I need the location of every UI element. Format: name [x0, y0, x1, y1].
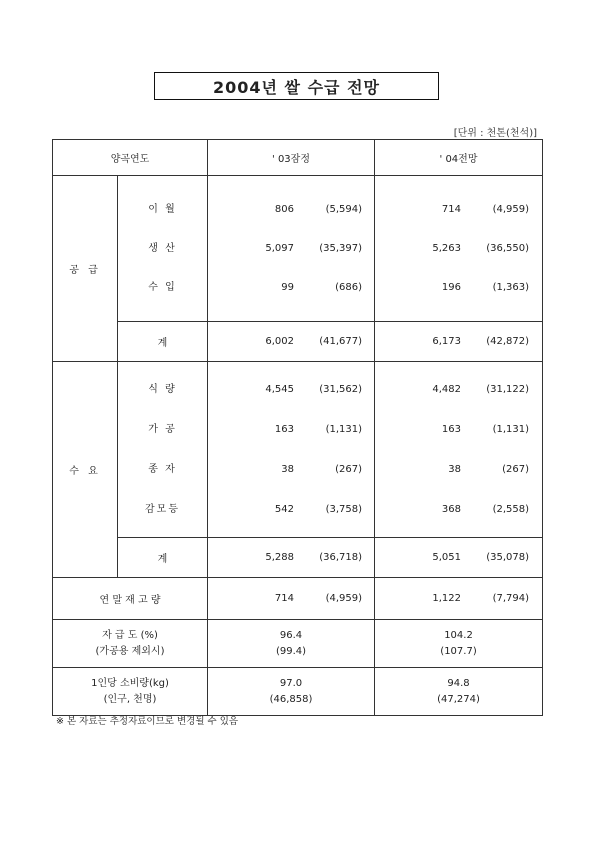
value-cell: 104.2	[444, 629, 473, 641]
per-capita-subtitle: (인구, 천명)	[103, 693, 157, 705]
value-cell: 368	[441, 503, 462, 515]
value-cell: (36,550)	[486, 243, 530, 254]
value-cell: 163	[274, 424, 295, 436]
demand-total-label: 계	[118, 538, 208, 578]
value-cell: (7,794)	[492, 593, 530, 604]
value-cell: 38	[281, 463, 295, 475]
supply-total-label: 계	[118, 322, 208, 362]
supply-values-2004	[375, 176, 543, 322]
supply-demand-table	[52, 139, 543, 716]
value-cell: (1,363)	[492, 282, 530, 293]
supply-total-2004	[375, 322, 543, 362]
per-capita-2004	[375, 668, 543, 716]
demand-items-row	[53, 362, 543, 538]
self-sufficiency-2003	[208, 620, 375, 668]
per-capita-2003	[208, 668, 375, 716]
demand-item-food: 식 량	[148, 384, 177, 396]
value-cell: 806	[274, 204, 295, 215]
self-sufficiency-title: 자 급 도 (%)	[102, 629, 158, 641]
supply-total-row	[53, 322, 543, 362]
self-sufficiency-subtitle: (가공용 제외시)	[95, 645, 165, 657]
value-cell: 6,002	[265, 336, 295, 347]
value-cell: (4,959)	[492, 204, 530, 215]
self-sufficiency-2004	[375, 620, 543, 668]
value-cell: (1,131)	[492, 424, 530, 436]
supply-total-2003	[208, 322, 375, 362]
demand-total-2004	[375, 538, 543, 578]
value-cell: 542	[274, 503, 295, 515]
value-cell: (3,758)	[325, 503, 363, 515]
per-capita-row	[53, 668, 543, 716]
supply-item-production: 생 산	[148, 243, 177, 254]
value-cell: 96.4	[279, 629, 303, 641]
value-cell: (36,718)	[319, 552, 363, 563]
value-cell: (1,131)	[325, 424, 363, 436]
ending-stock-2004	[375, 578, 543, 620]
value-cell: 94.8	[447, 677, 470, 689]
value-cell: (686)	[335, 282, 363, 293]
per-capita-title: 1인당 소비량(kg)	[91, 677, 169, 689]
supply-items-row	[53, 176, 543, 322]
ending-stock-row	[53, 578, 543, 620]
ending-stock-2003	[208, 578, 375, 620]
header-row	[53, 140, 543, 176]
value-cell: 5,288	[265, 552, 295, 563]
value-cell: (41,677)	[319, 336, 363, 347]
value-cell: 163	[441, 424, 462, 436]
demand-item-seed: 종 자	[148, 463, 177, 475]
header-2003: ' 03잠정	[208, 140, 375, 176]
value-cell: (35,078)	[486, 552, 530, 563]
per-capita-label	[53, 668, 208, 716]
header-2004: ' 04전망	[375, 140, 543, 176]
page-title: 2004년 쌀 수급 전망	[154, 72, 439, 100]
demand-total-row	[53, 538, 543, 578]
value-cell: 99	[281, 282, 295, 293]
value-cell: 38	[448, 463, 462, 475]
demand-item-names	[118, 362, 208, 538]
value-cell: 714	[274, 593, 295, 604]
demand-values-2003	[208, 362, 375, 538]
value-cell: (31,562)	[319, 384, 363, 396]
unit-label: [단위 : 천톤(천석)]	[453, 128, 537, 139]
value-cell: (47,274)	[437, 693, 480, 705]
footnote: ※ 본 자료는 추정자료이므로 변경될 수 있음	[56, 716, 239, 727]
self-sufficiency-label	[53, 620, 208, 668]
value-cell: 1,122	[432, 593, 462, 604]
value-cell: 4,482	[432, 384, 462, 396]
value-cell: (267)	[335, 463, 363, 475]
header-year: 양곡연도	[53, 140, 208, 176]
supply-item-import: 수 입	[148, 282, 177, 293]
demand-values-2004	[375, 362, 543, 538]
ending-stock-label: 연 말 재 고 량	[53, 578, 208, 620]
demand-label: 수 요	[53, 362, 118, 578]
supply-values-2003	[208, 176, 375, 322]
value-cell: (31,122)	[486, 384, 530, 396]
value-cell: 5,097	[265, 243, 295, 254]
value-cell: 6,173	[432, 336, 462, 347]
supply-item-names	[118, 176, 208, 322]
value-cell: 714	[441, 204, 462, 215]
value-cell: (4,959)	[325, 593, 363, 604]
value-cell: (267)	[502, 463, 530, 475]
value-cell: (2,558)	[492, 503, 530, 515]
value-cell: (42,872)	[486, 336, 530, 347]
value-cell: 4,545	[265, 384, 295, 396]
value-cell: 97.0	[279, 677, 303, 689]
value-cell: (99.4)	[275, 645, 307, 657]
demand-item-loss: 감모등	[145, 503, 180, 515]
value-cell: (5,594)	[325, 204, 363, 215]
value-cell: (107.7)	[440, 645, 477, 657]
demand-item-processing: 가 공	[148, 424, 177, 436]
supply-label: 공 급	[53, 176, 118, 362]
supply-item-carryover: 이 월	[148, 204, 177, 215]
demand-total-2003	[208, 538, 375, 578]
value-cell: (35,397)	[319, 243, 363, 254]
value-cell: 5,051	[432, 552, 462, 563]
value-cell: 5,263	[432, 243, 462, 254]
self-sufficiency-row	[53, 620, 543, 668]
value-cell: (46,858)	[269, 693, 313, 705]
value-cell: 196	[441, 282, 462, 293]
